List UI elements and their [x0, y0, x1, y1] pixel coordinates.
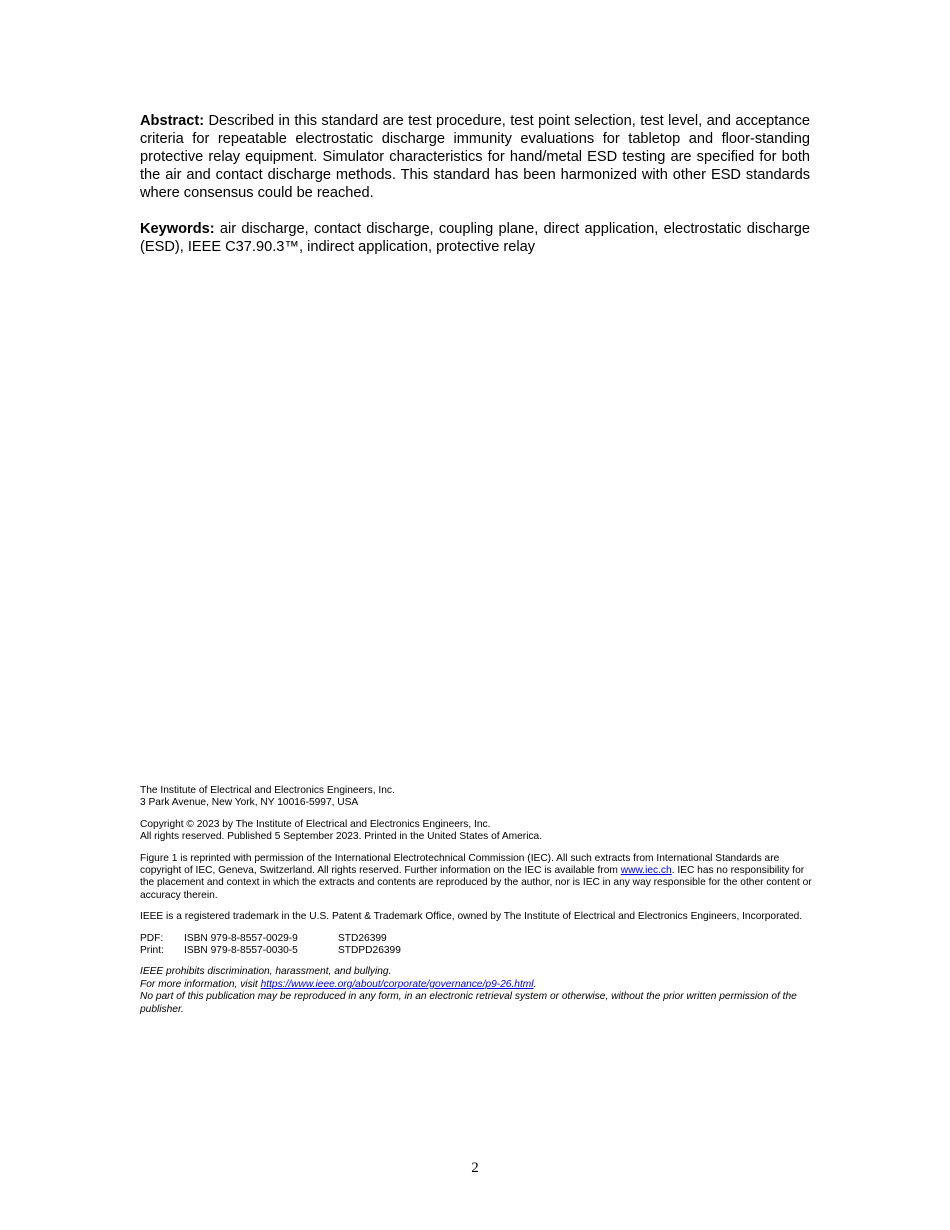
iec-link[interactable]: www.iec.ch	[620, 865, 672, 877]
abstract-text: Described in this standard are test procedure, test point selection, test level, and acceptance criteria for repeatable electrostatic discharge immunity evaluations for tabletop and floor-standing protective relay equipment. Simulator characteristics for hand/metal ESD testing are specified for both the air and contact discharge methods. This standard has been harmonized with other ESD standards where consensus could be reached.	[140, 113, 810, 201]
publisher-address: 3 Park Avenue, New York, NY 10016-5997, USA	[140, 797, 359, 809]
isbn-row-print	[140, 945, 401, 957]
abstract-section	[140, 112, 810, 256]
isbn-number: ISBN 979-8-8557-0030-5	[184, 945, 298, 957]
legal-line-3: No part of this publication may be reproduced in any form, in an electronic retrieval system or otherwise, without the prior written permission of the publisher.	[140, 991, 797, 1015]
std-code: STD26399	[338, 932, 387, 944]
std-code: STDPD26399	[338, 945, 401, 957]
keywords-paragraph	[140, 220, 810, 256]
isbn-format-label: Print:	[140, 945, 164, 957]
publication-info	[140, 785, 812, 1025]
legal-notice	[140, 966, 812, 1016]
isbn-number: ISBN 979-8-8557-0029-9	[184, 932, 298, 944]
isbn-format-label: PDF:	[140, 932, 164, 944]
legal-line-2-suffix: .	[533, 978, 537, 990]
keywords-text: air discharge, contact discharge, coupling plane, direct application, electrostatic discharge (ESD), IEEE C37.90.3™, indirect application, protective relay	[140, 221, 810, 255]
publisher-block	[140, 785, 812, 810]
figure-notice-text: Figure 1 is reprinted with permission of the International Electrotechnical Commission (IEC). All such extracts from International Standards are copyright of IEC, Geneva, Switzerland. All rights reserved. Further information on the IEC is available from	[140, 852, 780, 877]
page-number: 2	[471, 1160, 479, 1176]
legal-line-2-prefix: For more information, visit	[140, 978, 261, 990]
trademark-notice: IEEE is a registered trademark in the U.S. Patent & Trademark Office, owned by The Institute of Electrical and Electronics Engineers, Incorporated.	[140, 911, 803, 923]
figure-notice-text-end: . IEC has no responsibility for the placement and context in which the extracts and contents are reproduced by the author, nor is IEC in any way responsible for the other content or accuracy therein.	[140, 865, 812, 901]
copyright-line-2: All rights reserved. Published 5 September 2023. Printed in the United States of America.	[140, 831, 543, 843]
publisher-name: The Institute of Electrical and Electronics Engineers, Inc.	[140, 785, 395, 796]
legal-line-1: IEEE prohibits discrimination, harassment, and bullying.	[140, 966, 392, 978]
abstract-label: Abstract:	[140, 113, 205, 129]
keywords-label: Keywords:	[140, 221, 215, 237]
figure-permission-notice	[140, 853, 812, 903]
policy-link[interactable]: https://www.ieee.org/about/corporate/governance/p9-26.html	[260, 978, 534, 990]
copyright-block	[140, 819, 812, 844]
copyright-line-1: Copyright © 2023 by The Institute of Electrical and Electronics Engineers, Inc.	[140, 818, 491, 830]
isbn-row-pdf	[140, 933, 401, 945]
abstract-paragraph	[140, 112, 810, 202]
isbn-table	[140, 933, 401, 958]
